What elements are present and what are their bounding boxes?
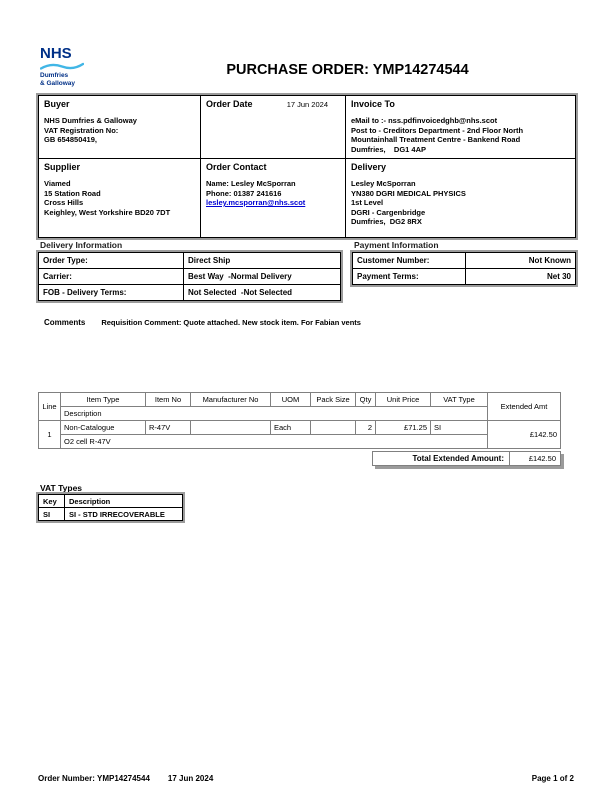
col-manufacturer-no: Manufacturer No — [191, 393, 271, 407]
delivery-line: Lesley McSporran — [351, 179, 416, 188]
col-item-type: Item Type — [61, 393, 146, 407]
order-contact-email-link[interactable]: lesley.mcsporran@nhs.scot — [206, 198, 306, 207]
supplier-line: Viamed — [44, 179, 71, 188]
delivery-information-table — [38, 252, 341, 301]
delivery-cell — [346, 159, 576, 238]
table-row — [39, 495, 183, 508]
footer-order-number: Order Number: YMP14274544 — [38, 774, 150, 783]
payment-information-title: Payment Information — [354, 240, 439, 250]
vat-description-header: Description — [65, 495, 183, 508]
buyer-line: NHS Dumfries & Galloway — [44, 116, 137, 125]
item-unit-price: £71.25 — [376, 421, 431, 435]
table-row — [39, 285, 341, 301]
item-row — [39, 435, 561, 449]
supplier-line: Keighley, West Yorkshire BD20 7DT — [44, 207, 171, 217]
delivery-information-title: Delivery Information — [40, 240, 123, 250]
table-row — [39, 508, 183, 521]
nhs-logo — [40, 46, 100, 88]
item-manufacturer-no — [191, 421, 271, 435]
footer-date: 17 Jun 2024 — [167, 774, 214, 783]
carrier-value: Best Way -Normal Delivery — [184, 269, 341, 285]
col-vat-type: VAT Type — [431, 393, 488, 407]
footer-page-number: Page 1 of 2 — [531, 774, 574, 783]
col-line: Line — [39, 393, 61, 421]
col-extended-amt: Extended Amt — [488, 393, 561, 421]
col-item-no: Item No — [146, 393, 191, 407]
invoice-to-cell — [346, 96, 576, 159]
fob-value: Not Selected -Not Selected — [184, 285, 341, 301]
item-no: R-47V — [146, 421, 191, 435]
payment-terms-label: Payment Terms: — [353, 269, 466, 285]
order-date-label: Order Date — [206, 99, 253, 109]
order-contact-name: Name: Lesley McSporran — [206, 179, 296, 188]
supplier-line: 15 Station Road — [44, 188, 101, 198]
item-vat-type: SI — [431, 421, 488, 435]
item-extended-amt: £142.50 — [488, 421, 561, 449]
nhs-region-line2: & Galloway — [40, 80, 76, 87]
table-row — [39, 253, 341, 269]
order-date-value: 17 Jun 2024 — [286, 100, 328, 109]
total-value: £142.50 — [509, 452, 560, 465]
vat-types-table — [38, 494, 183, 521]
payment-information-table — [352, 252, 576, 285]
comments-text: Requisition Comment: Quote attached. New stock item. For Fabian vents — [101, 318, 361, 327]
col-pack-size: Pack Size — [311, 393, 356, 407]
vat-types-title: VAT Types — [40, 483, 83, 493]
page-title: PURCHASE ORDER: YMP14274544 — [226, 62, 469, 78]
item-row — [39, 421, 561, 435]
item-line: 1 — [39, 421, 61, 449]
vat-description: SI - STD IRRECOVERABLE — [65, 508, 183, 521]
order-type-label: Order Type: — [39, 253, 184, 269]
col-unit-price: Unit Price — [376, 393, 431, 407]
carrier-label: Carrier: — [39, 269, 184, 285]
col-qty: Qty — [356, 393, 376, 407]
payment-terms-value: Net 30 — [466, 269, 576, 285]
vat-key-header: Key — [39, 495, 65, 508]
item-type: Non-Catalogue — [61, 421, 146, 435]
invoice-to-line: Post to - Creditors Department - 2nd Floor North — [351, 125, 524, 135]
order-contact-label: Order Contact — [206, 162, 267, 172]
invoice-to-label: Invoice To — [351, 99, 395, 109]
buyer-cell — [39, 96, 201, 159]
items-header-row — [39, 393, 561, 407]
col-uom: UOM — [271, 393, 311, 407]
invoice-to-line: eMail to :- nss.pdfinvoicedghb@nhs.scot — [351, 116, 498, 125]
item-qty: 2 — [356, 421, 376, 435]
nhs-logo-text: NHS — [40, 45, 72, 62]
order-contact-phone: Phone: 01387 241616 — [206, 188, 282, 198]
header-address-table — [38, 95, 576, 238]
order-date-cell — [201, 96, 346, 159]
fob-label: FOB - Delivery Terms: — [39, 285, 184, 301]
item-uom: Each — [271, 421, 311, 435]
comments-label: Comments — [44, 318, 86, 327]
order-contact-cell — [201, 159, 346, 238]
delivery-line: 1st Level — [351, 198, 384, 207]
delivery-line: DGRI - Cargenbridge — [351, 207, 426, 217]
total-label: Total Extended Amount: — [412, 454, 504, 463]
col-description: Description — [61, 407, 488, 421]
page-footer — [38, 774, 574, 783]
nhs-region-line1: Dumfries — [40, 72, 69, 79]
supplier-cell — [39, 159, 201, 238]
supplier-label: Supplier — [44, 162, 81, 172]
items-header-row — [39, 407, 561, 421]
invoice-to-line: Dumfries, DG1 4AP — [351, 144, 427, 154]
vat-key: SI — [39, 508, 65, 521]
delivery-label: Delivery — [351, 162, 387, 172]
total-extended-amount — [372, 451, 561, 466]
customer-number-label: Customer Number: — [353, 253, 466, 269]
invoice-to-line: Mountainhall Treatment Centre - Bankend Road — [351, 135, 521, 144]
customer-number-value: Not Known — [466, 253, 576, 269]
item-description: O2 cell R-47V — [61, 435, 488, 449]
buyer-line: VAT Registration No: — [44, 125, 119, 135]
buyer-line: GB 654850419, — [44, 135, 97, 144]
table-row — [353, 269, 576, 285]
items-table — [38, 392, 561, 449]
table-row — [39, 269, 341, 285]
delivery-line: Dumfries, DG2 8RX — [351, 217, 422, 226]
table-row — [353, 253, 576, 269]
delivery-line: YN380 DGRI MEDICAL PHYSICS — [351, 188, 466, 198]
supplier-line: Cross Hills — [44, 198, 84, 207]
order-type-value: Direct Ship — [184, 253, 341, 269]
comments-section — [44, 318, 361, 327]
nhs-wave-icon — [40, 62, 84, 71]
item-pack-size — [311, 421, 356, 435]
buyer-label: Buyer — [44, 99, 70, 109]
